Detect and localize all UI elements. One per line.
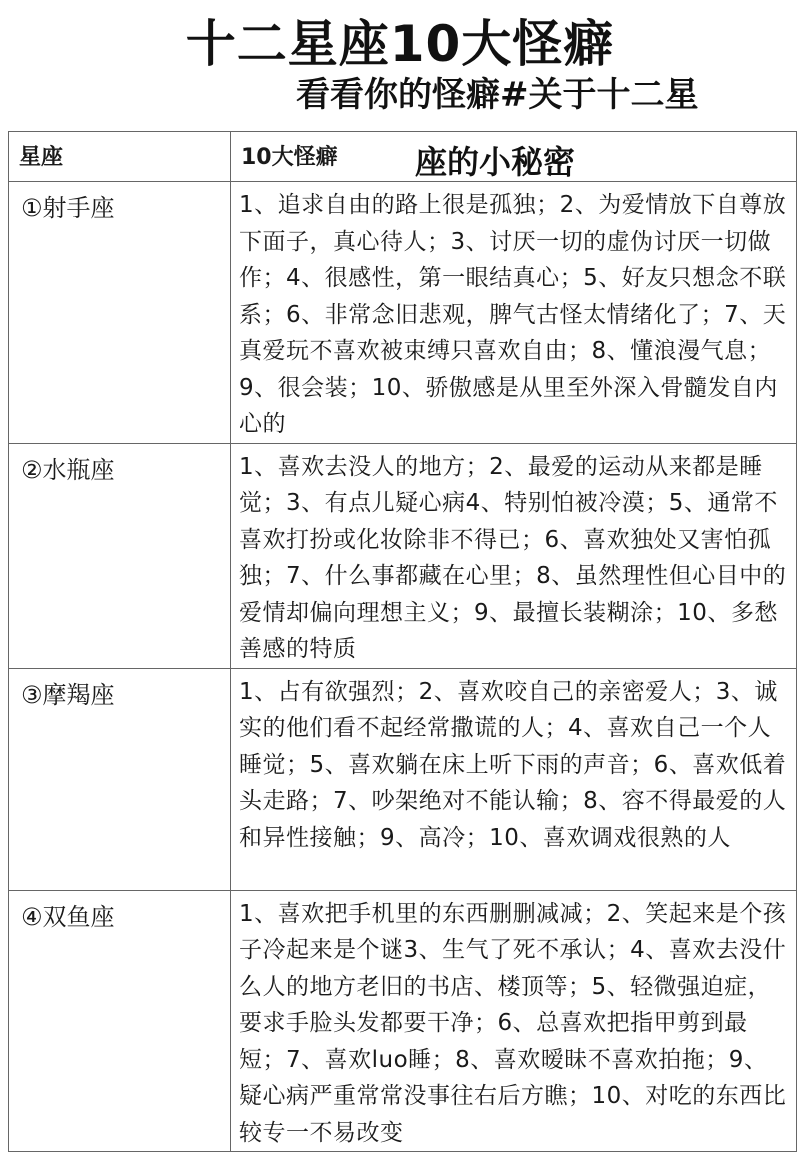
table-row <box>9 668 797 890</box>
table-row <box>9 443 797 668</box>
traits-text: 1、追求自由的路上很是孤独；2、为爱情放下自尊放下面子，真心待人；3、讨厌一切的虚伪讨厌一切做作；4、很感性，第一眼结真心；5、好友只想念不联系；6、非常念旧悲观，脾气古怪太情绪化了；7、天真爱玩不喜欢被束缚只喜欢自由；8、懂浪漫气息；9、很会装；10、骄傲感是从里至外深入骨髓发自内心的 <box>231 182 797 444</box>
column-header-sign: 星座 <box>9 132 231 182</box>
sign-name: ②水瓶座 <box>9 443 231 668</box>
traits-text: 1、喜欢去没人的地方；2、最爱的运动从来都是睡觉；3、有点儿疑心病4、特别怕被冷漠；5、通常不喜欢打扮或化妆除非不得已；6、喜欢独处又害怕孤独；7、什么事都藏在心里；8、虽然理性但心目中的爱情却偏向理想主义；9、最擅长装糊涂；10、多愁善感的特质 <box>231 443 797 668</box>
table-row <box>9 890 797 1152</box>
traits-table <box>8 131 797 1152</box>
subtitle-line-1: 看看你的怪癖#关于十二星 <box>296 75 699 115</box>
table-row <box>9 182 797 444</box>
column-header-traits: 10大怪癖 <box>231 132 797 182</box>
sign-name: ①射手座 <box>9 182 231 444</box>
subtitle-line-2: 座的小秘密 <box>415 143 576 181</box>
traits-text: 1、喜欢把手机里的东西删删减减；2、笑起来是个孩子冷起来是个谜3、生气了死不承认；4、喜欢去没什么人的地方老旧的书店、楼顶等；5、轻微强迫症，要求手脸头发都要干净；6、总喜欢把指甲剪到最短；7、喜欢luo睡；8、喜欢暧昧不喜欢拍拖；9、疑心病严重常常没事往右后方瞧；10、对吃的东西比较专一不易改变 <box>231 890 797 1152</box>
sign-name: ④双鱼座 <box>9 890 231 1152</box>
sign-name: ③摩羯座 <box>9 668 231 890</box>
traits-text: 1、占有欲强烈；2、喜欢咬自己的亲密爱人；3、诚实的他们看不起经常撒谎的人；4、喜欢自己一个人睡觉；5、喜欢躺在床上听下雨的声音；6、喜欢低着头走路；7、吵架绝对不能认输；8、容不得最爱的人和异性接触；9、高冷；10、喜欢调戏很熟的人 <box>231 668 797 890</box>
table-header-row <box>9 132 797 182</box>
page-title: 十二星座10大怪癖 <box>185 15 615 73</box>
